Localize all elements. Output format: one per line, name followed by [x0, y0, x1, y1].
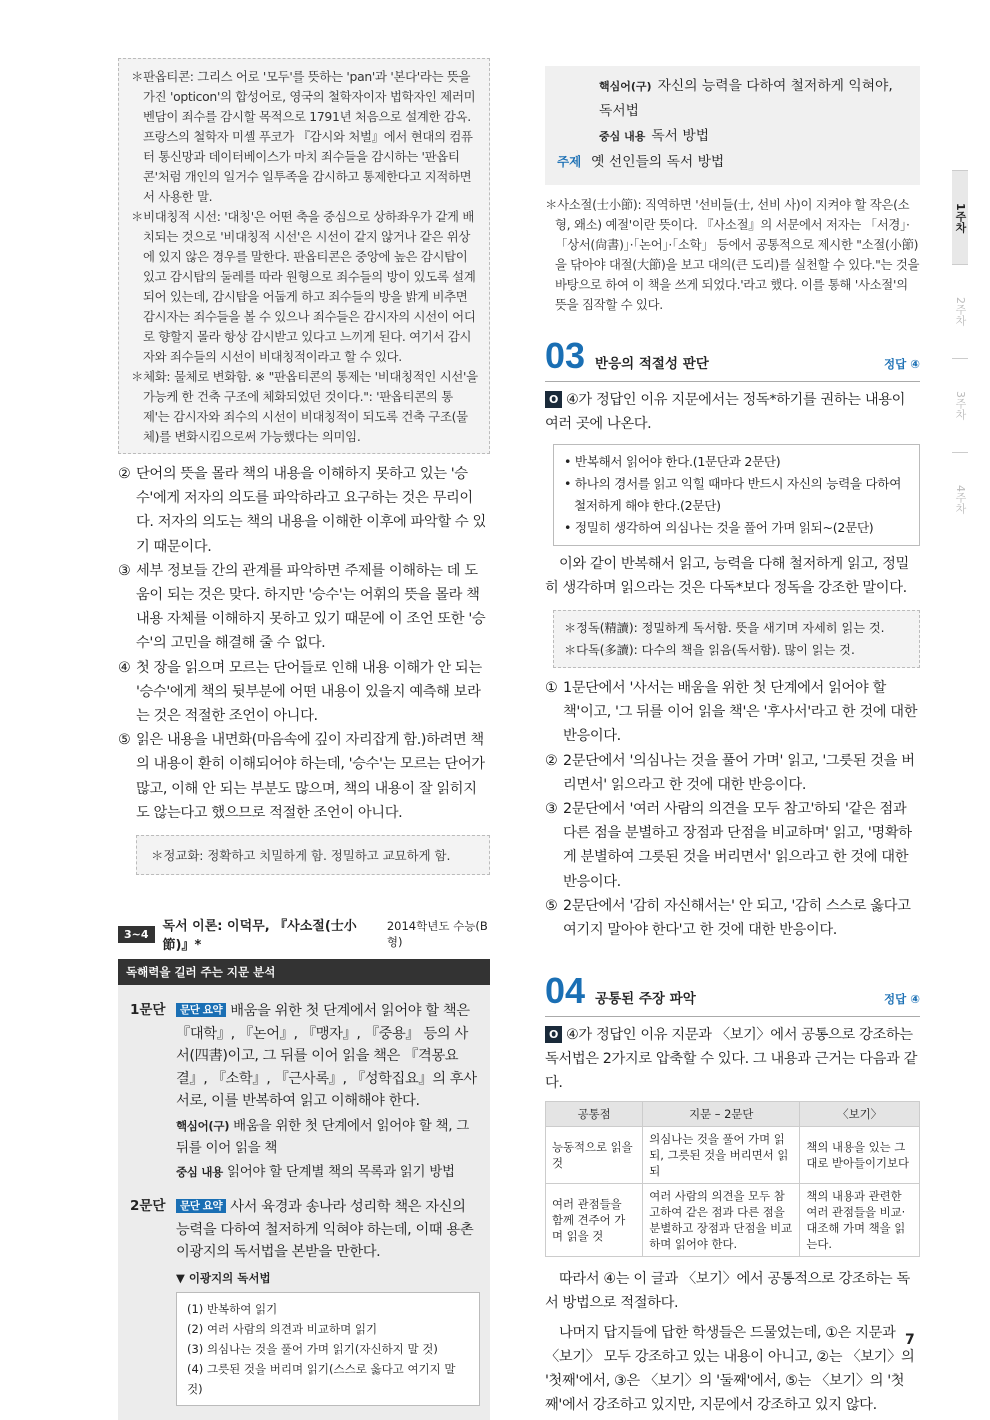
question-3-header [545, 335, 920, 377]
glossary-sasojeol: ＊사소절(士小節): 직역하면 '선비들(士, 선비 사)이 지켜야 할 작은(소형, 왜소) 예절'이란 뜻이다. 『사소절』의 서문에서 저자는 「서경」·「상서(尙書)」·「논어」·「소학」 등에서 공통적으로 제시한 "소절(小節)을 닦아야 대절(大節)을 보고 대의(큰 도리)를 실천할 수 있다."는 것을 바탕으로 하여 이 책을 쓰게 되었다.'라고 했다. 이를 통해 '사소절'의 뜻을 짐작할 수 있다. [545, 197, 920, 312]
option-1 [545, 676, 920, 749]
evidence-box [553, 444, 920, 546]
summary-tag: 문단 요약 [176, 1199, 226, 1213]
option-number: ① [545, 680, 558, 696]
method-heading: ▼ 이광지의 독서법 [176, 1270, 271, 1285]
summary-paragraph: 이와 같이 반복해서 읽고, 능력을 다해 철저하게 읽고, 정밀히 생각하며 읽으라는 것은 다독*보다 정독을 강조한 말이다. [545, 556, 909, 596]
option-explanations [545, 676, 920, 942]
divider [545, 381, 920, 382]
paragraph-2 [130, 1195, 480, 1406]
subject [557, 149, 908, 175]
answer-label: 정답 ④ [884, 992, 920, 1007]
table-row [546, 1127, 920, 1184]
core-phrase [176, 1115, 480, 1159]
option-text: 첫 장을 읽으며 모르는 단어들로 인해 내용 이해가 안 되는 '승수'에게 책의 뒷부분에 어떤 내용이 있을지 예측해 보라는 것은 적절한 조언이 아니다. [136, 659, 482, 725]
glossary-panopticon: ＊판옵티콘: 그리스 어로 '모두'를 뜻하는 'pan'과 '본다'라는 뜻을 가진 'opticon'의 합성어로, 영국의 철학자이자 법학자인 제러미 벤담이 죄수를 감시할 목적으로 1791년 처음으로 설계한 감옥. 프랑스의 철학자 미셸 푸코가 『감시와 처벌』에서 현대의 컴퓨터 통신망과 데이터베이스가 마치 죄수들을 감시하는 '판옵티콘'처럼 개인의 일거수 일투족을 감시하고 통제한다고 지적하면서 사용한 말. [131, 69, 476, 204]
option-5 [545, 894, 920, 942]
summary-text: 사서 육경과 송나라 성리학 책은 자신의 능력을 다하여 철저하게 익혀야 하는데, 이때 용촌 이광지의 독서법을 본받을 만한다. [176, 1199, 474, 1261]
table-cell: 여러 관점들을 함께 견주어 가며 읽을 것 [546, 1184, 643, 1257]
main-content [176, 1161, 480, 1183]
section-year: 2014학년도 수능(B형) [386, 919, 488, 950]
option-number: ② [545, 752, 558, 769]
glossary-asymmetric-gaze: ＊비대칭적 시선: '대칭'은 어떤 축을 중심으로 상하좌우가 같게 배치되는 것으로 '비대칭적 시선'은 시선이 같지 않거나 같은 위상에 있지 않은 경우를 말한다. 판옵티콘은 중앙에 높은 감시탑이 있고 감시탑의 둘레를 따라 원형으로 죄수들의 방이 있도록 설계되어 있는데, 감시탑을 어둡게 하고 죄수들의 방을 밝게 비추면 감시자는 죄수들을 볼 수 있으나 죄수들은 감시자의 시선이 어디로 향할지 몰라 항상 감시받고 있다고 느끼게 된다. 여기서 감시자와 죄수들의 시선이 비대칭적이라고 할 수 있다. [131, 209, 476, 364]
core-phrase [557, 74, 908, 124]
option-5 [118, 728, 490, 825]
method-item: (1) 반복하여 읽기 [187, 1301, 278, 1316]
column-header: 지문 – 2문단 [643, 1102, 800, 1127]
subject-text: 옛 선인들의 독서 방법 [591, 154, 725, 170]
option-text: 읽은 내용을 내면화(마음속에 깊이 자리잡게 함.)하려면 책의 내용이 환히 이해되어야 하는데, '승수'는 모르는 단어가 많고, 이해 안 되는 부분도 많으며, 책의 내용이 잘 읽히지도 않는다고 했으므로 적절한 조언이 아니다. [136, 732, 485, 821]
glossary-reading [553, 610, 920, 668]
passage-analysis [118, 959, 490, 1420]
core-label: 핵심어(구) [599, 80, 652, 93]
option-2 [545, 749, 920, 797]
distractor-paragraph: 나머지 답지들에 답한 학생들은 드물었는데, ①은 지문과 〈보기〉 모두 강조하고 있는 내용이 아니고, ②는 〈보기〉의 '첫째'에서, ③은 〈보기〉의 '둘째'에서, ⑤는 〈보기〉의 '첫째'에서 강조하고 있지만, 지문에서 강조하고 있지 않다. [545, 1325, 915, 1414]
tab-week-4[interactable]: 4주차 [952, 452, 968, 546]
option-number: ⑤ [545, 897, 558, 914]
glossary-box [118, 58, 490, 454]
paragraph-label: 1문단 [130, 1002, 166, 1019]
correct-reason [545, 1023, 920, 1095]
glossary-embodiment: ＊체화: 물체로 변화함. ※ "판옵티콘의 통제는 '비대칭적인 시선'을 가능케 한 건축 구조에 체화되었던 것이다.": '판옵티콘의 통제'는 감시자와 죄수의 시선이 비대칭적이 되도록 건축 구조(물체)를 변화시킴으로써 가능했다는 의미임. [131, 369, 478, 444]
table-cell: 책의 내용과 관련한 여러 관점들을 비교·대조해 가며 책을 읽는다. [800, 1184, 920, 1257]
table-cell: 책의 내용을 있는 그대로 받아들이기보다 [800, 1127, 920, 1184]
core-label: 핵심어(구) [176, 1119, 230, 1134]
question-4-header [545, 970, 920, 1012]
paragraph-summary [176, 1195, 480, 1264]
evidence-item: • 반복해서 읽어야 한다.(1문단과 2문단) [564, 454, 781, 469]
table-header-row [546, 1102, 920, 1127]
reason-text: ④가 정답인 이유 지문과 〈보기〉에서 공통으로 강조하는 독서법은 2가지로 압축할 수 있다. 그 내용과 근거는 다음과 같다. [545, 1027, 917, 1092]
option-text: 세부 정보들 간의 관계를 파악하면 주제를 이해하는 데 도움이 되는 것은 맞다. 하지만 '승수'는 어휘의 뜻을 몰라 책 내용 자체를 이해하지 못하고 있기 때문에 이 조언 또한 '승수'의 고민을 해결해 줄 수 없다. [136, 562, 486, 652]
option-text: 1문단에서 '사서는 배움을 위한 첫 단계에서 읽어야 할 책'이고, '그 뒤를 이어 읽을 책'은 '후사서'라고 한 것에 대한 반응이다. [563, 680, 918, 745]
option-4 [118, 656, 490, 729]
glossary-item: ＊다독(多讀): 다수의 책을 읽음(독서함). 많이 읽는 것. [564, 643, 855, 657]
main-label: 중심 내용 [176, 1165, 223, 1180]
divider [545, 1016, 920, 1017]
glossary-elaboration: ＊정교화: 정확하고 치밀하게 함. 정밀하고 교묘하게 함. [136, 835, 490, 875]
option-text: 2문단에서 '의심나는 것을 풀어 가며' 읽고, '그릇된 것을 버리면서' 읽으라고 한 것에 대한 반응이다. [563, 752, 915, 793]
main-label: 중심 내용 [599, 130, 646, 143]
section-badge: 3~4 [118, 926, 155, 943]
table-row [546, 1184, 920, 1257]
main-text: 독서 방법 [651, 128, 710, 144]
option-number: ③ [545, 801, 558, 818]
option-number: ④ [118, 659, 131, 676]
table-cell: 의심나는 것을 풀어 가며 읽되, 그릇된 것을 버리면서 읽되 [643, 1127, 800, 1184]
option-text: 2문단에서 '여러 사람의 의견을 모두 참고'하되 '같은 점과 다른 점을 분별하고 장점과 단점을 비교하며' 읽고, '명확하게 분별하여 그릇된 것을 버리면서' 읽으라고 한 것에 대한 반응이다. [563, 801, 912, 890]
core-text: 배움을 위한 첫 단계에서 읽어야 할 책, 그 뒤를 이어 읽을 책 [176, 1118, 469, 1157]
summary-box [545, 66, 920, 185]
correct-mark-icon: O [545, 391, 562, 408]
tab-week-2[interactable]: 2주차 [952, 264, 968, 358]
column-header: 〈보기〉 [800, 1102, 920, 1127]
question-title: 반응의 적절성 판단 [595, 356, 709, 372]
table-cell: 여러 사람의 의견을 모두 참고하여 같은 점과 다른 점을 분별하고 장점과 단점을 비교하며 읽어야 한다. [643, 1184, 800, 1257]
analysis-header: 독해력을 길러 주는 지문 분석 [118, 959, 490, 985]
correct-reason [545, 388, 920, 436]
option-number: ③ [118, 562, 131, 579]
evidence-item: • 하나의 경서를 읽고 익힐 때마다 반드시 자신의 능력을 다하여 철저하게 해야 한다.(2문단) [564, 476, 902, 513]
analysis-body [118, 985, 490, 1420]
correct-mark-icon: O [545, 1026, 562, 1043]
column-header: 공통점 [546, 1102, 643, 1127]
right-column [545, 66, 920, 1417]
question-number: 04 [545, 970, 586, 1012]
week-tabs [952, 170, 990, 546]
evidence-item: • 정밀히 생각하여 의심나는 것을 풀어 가며 읽되~(2문단) [564, 520, 874, 535]
reason-text: ④가 정답인 이유 지문에서는 정독*하기를 권하는 내용이 여러 곳에 나온다. [545, 392, 906, 432]
option-text: 단어의 뜻을 몰라 책의 내용을 이해하지 못하고 있는 '승수'에게 저자의 의도를 파악하라고 요구하는 것은 무리이다. 저자의 의도는 책의 내용을 이해한 이후에 파악할 수 있기 때문이다. [136, 466, 486, 555]
paragraph-summary [176, 999, 480, 1113]
question-number: 03 [545, 335, 586, 376]
option-number: ⑤ [118, 732, 131, 749]
answer-label: 정답 ④ [884, 357, 920, 371]
subject-label: 주제 [557, 154, 582, 169]
reading-methods-box [176, 1292, 480, 1406]
summary-tag: 문단 요약 [176, 1003, 226, 1017]
left-column [118, 58, 490, 1420]
question-title: 공통된 주장 파악 [595, 991, 696, 1008]
method-item: (3) 의심나는 것을 풀어 가며 읽기(자신하지 말 것) [187, 1341, 438, 1356]
glossary-item: ＊정독(精讀): 정밀하게 독서함. 뜻을 새기며 자세히 읽는 것. [564, 621, 885, 635]
conclusion-paragraph: 따라서 ④는 이 글과 〈보기〉에서 공통적으로 강조하는 독서 방법으로 적절하다. [545, 1271, 910, 1312]
tab-week-3[interactable]: 3주차 [952, 358, 968, 452]
page-number: 7 [905, 1332, 915, 1348]
section-title [118, 915, 490, 953]
option-text: 2문단에서 '감히 자신해서는' 안 되고, '감히 스스로 옳다고 여기지 말아야 한다'고 한 것에 대한 반응이다. [563, 897, 911, 939]
method-item: (2) 여러 사람의 의견과 비교하며 읽기 [187, 1321, 378, 1336]
option-2 [118, 462, 490, 559]
comparison-table [545, 1101, 920, 1257]
option-explanations [118, 462, 490, 825]
option-3 [118, 559, 490, 656]
main-text: 읽어야 할 단계별 책의 목록과 읽기 방법 [226, 1164, 455, 1181]
core-text: 자신의 능력을 다하여 철저하게 익혀야, 독서법 [599, 78, 893, 119]
main-content [557, 124, 908, 149]
method-item: (4) 그릇된 것을 버리며 읽기(스스로 옳다고 여기지 말 것) [187, 1361, 456, 1396]
table-cell: 능동적으로 읽을 것 [546, 1127, 643, 1184]
tab-week-1[interactable]: 1주차 [952, 170, 968, 264]
summary-text: 배움을 위한 첫 단계에서 읽어야 할 책은 『대학』, 『논어』, 『맹자』, 『중용』 등의 사서(四書)이고, 그 뒤를 이어 읽을 책은 『격몽요결』, 『소학』, 『근사록』, 『성학집요』의 후사서로, 이를 반복하여 읽고 이해해야 한다. [176, 1003, 477, 1110]
option-3 [545, 797, 920, 894]
paragraph-label: 2문단 [130, 1198, 166, 1215]
option-number: ② [118, 466, 131, 482]
paragraph-1 [130, 999, 480, 1183]
section-heading: 독서 이론: 이덕무, 『사소절(士小節)』* [162, 919, 357, 954]
